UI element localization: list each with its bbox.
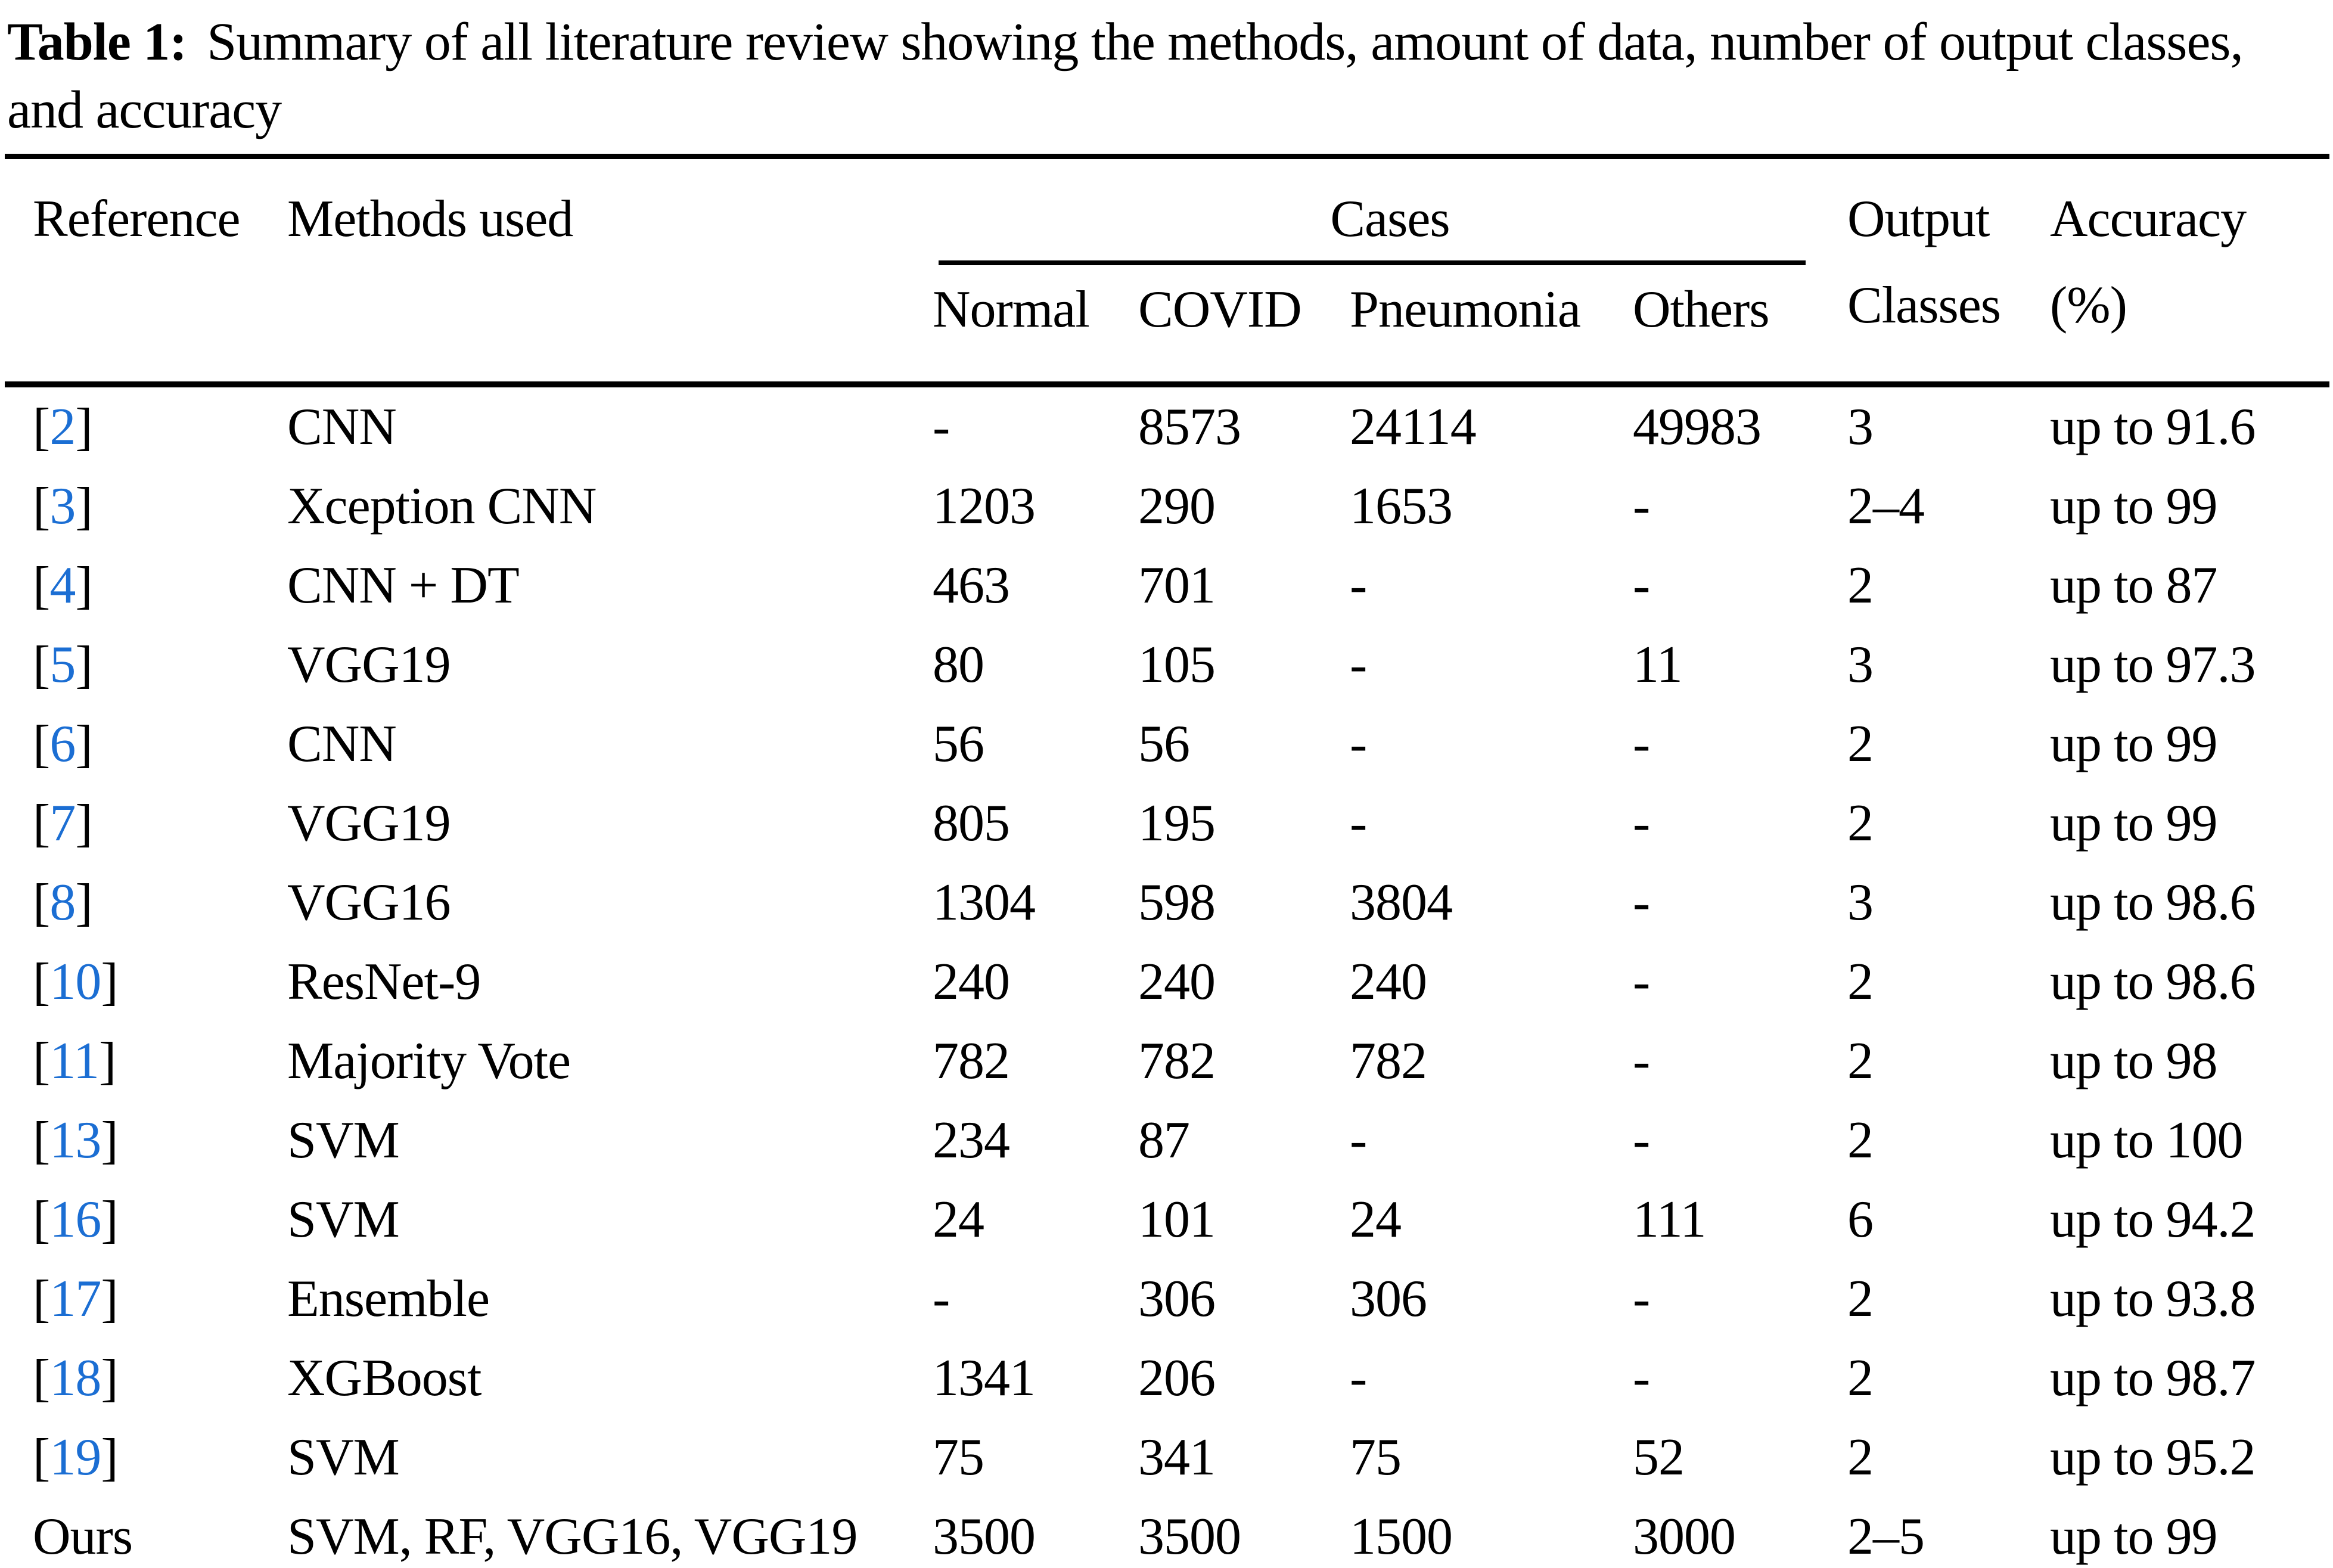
pneumonia-cases-cell: - [1350,1111,1367,1169]
output-classes-cell: 2 [1847,715,1873,773]
citation-bracket-close: ] [101,953,118,1011]
reference-cell [5,1180,283,1259]
pneumonia-cases-cell: - [1350,794,1367,852]
output-classes-cell: 2 [1847,1349,1873,1407]
citation-bracket-open: [ [33,1032,50,1090]
citation-bracket-open: [ [33,477,50,535]
methods-cell: Ensemble [287,1270,490,1328]
col-header-methods-used: Methods used [287,190,573,248]
citation-bracket-open: [ [33,1191,50,1249]
covid-cases-cell: 8573 [1138,398,1241,456]
accuracy-cell: up to 91.6 [2050,398,2256,456]
methods-cell: VGG19 [287,794,451,852]
col-header-others: Others [1633,281,1769,339]
table-row [5,1021,2329,1101]
normal-cases-cell: 1203 [933,477,1035,535]
methods-cell: CNN + DT [287,557,519,614]
output-classes-label-line2: Classes [1847,277,2000,334]
citation-bracket-close: ] [101,1349,118,1407]
accuracy-cell: up to 98 [2050,1032,2217,1090]
methods-cell: SVM [287,1191,399,1249]
normal-cases-cell: 24 [933,1191,984,1249]
citation-bracket-open: [ [33,874,50,932]
others-cases-cell: - [1633,715,1650,773]
citation-bracket-close: ] [101,1270,118,1328]
reference-cell [5,704,283,784]
normal-cases-cell: 3500 [933,1508,1035,1566]
citation-bracket-close: ] [75,794,92,852]
normal-cases-cell: 463 [933,557,1009,614]
col-header-normal: Normal [933,281,1089,339]
citation-bracket-open: [ [33,1270,50,1328]
covid-cases-cell: 87 [1138,1111,1189,1169]
accuracy-cell: up to 99 [2050,715,2217,773]
accuracy-cell: up to 95.2 [2050,1429,2256,1486]
table-row [5,942,2329,1021]
reference-cell [5,1418,283,1497]
table-row [5,863,2329,942]
table-row [5,546,2329,625]
citation-link[interactable]: 7 [49,794,76,852]
reference-cell [5,1101,283,1180]
output-classes-cell: 3 [1847,874,1873,932]
citation-bracket-open: [ [33,953,50,1011]
others-cases-cell: 111 [1633,1191,1706,1249]
pneumonia-cases-cell: 75 [1350,1429,1401,1486]
table-row [5,784,2329,863]
accuracy-cell: up to 98.6 [2050,874,2256,932]
others-cases-cell: - [1633,794,1650,852]
output-classes-label-line1: Output [1847,190,1990,248]
col-header-output-classes [1847,157,2050,385]
table-row [5,1180,2329,1259]
others-cases-cell: - [1633,557,1650,614]
methods-cell: VGG16 [287,874,451,932]
citation-bracket-open: [ [33,1111,50,1169]
reference-cell [5,1339,283,1418]
reference-cell [5,1259,283,1339]
reference-cell [5,863,283,942]
covid-cases-cell: 782 [1138,1032,1215,1090]
accuracy-label-line1: Accuracy [2050,190,2247,248]
reference-cell [5,546,283,625]
normal-cases-cell: 240 [933,953,1009,1011]
pneumonia-cases-cell: - [1350,1349,1367,1407]
normal-cases-cell: 805 [933,794,1009,852]
reference-cell [5,1021,283,1101]
output-classes-cell: 2 [1847,794,1873,852]
covid-cases-cell: 105 [1138,636,1215,694]
table-row [5,1339,2329,1418]
output-classes-cell: 2 [1847,1429,1873,1486]
accuracy-cell: up to 98.7 [2050,1349,2256,1407]
citation-bracket-close: ] [99,1032,116,1090]
citation-link[interactable]: 5 [49,636,76,694]
citation-bracket-close: ] [101,1111,118,1169]
table-caption-line1 [7,13,2243,72]
pneumonia-cases-cell: - [1350,557,1367,614]
header-row-groups [5,157,2329,266]
table-row [5,1497,2329,1568]
normal-cases-cell: 1341 [933,1349,1035,1407]
others-cases-cell: - [1633,874,1650,932]
pneumonia-cases-cell: 1653 [1350,477,1452,535]
pneumonia-cases-cell: 24114 [1350,398,1476,456]
pneumonia-cases-cell: 782 [1350,1032,1427,1090]
table-header [5,157,2329,385]
citation-link[interactable]: 2 [49,398,76,456]
citation-link[interactable]: 10 [49,953,101,1011]
output-classes-cell: 2 [1847,1032,1873,1090]
citation-link[interactable]: 11 [49,1032,100,1090]
others-cases-cell: 11 [1633,636,1682,694]
accuracy-label-line2: (%) [2050,277,2127,334]
table-caption-line2: and accuracy [7,80,282,139]
others-cases-cell: - [1633,1032,1650,1090]
citation-link[interactable]: 19 [49,1429,101,1486]
accuracy-cell: up to 98.6 [2050,953,2256,1011]
normal-cases-cell: 56 [933,715,984,773]
reference-cell [5,942,283,1021]
pneumonia-cases-cell: 1500 [1350,1508,1452,1566]
citation-bracket-close: ] [75,636,92,694]
citation-link[interactable]: 16 [49,1191,101,1249]
accuracy-cell: up to 99 [2050,1508,2217,1566]
covid-cases-cell: 206 [1138,1349,1215,1407]
methods-cell: ResNet-9 [287,953,481,1011]
citation-bracket-open: [ [33,557,50,614]
output-classes-cell: 2 [1847,1111,1873,1169]
reference-cell [5,467,283,546]
methods-cell: Majority Vote [287,1032,571,1090]
citation-link[interactable]: 6 [49,715,76,773]
col-header-covid: COVID [1138,281,1301,339]
output-classes-cell: 3 [1847,398,1873,456]
citation-bracket-open: [ [33,1429,50,1486]
citation-bracket-close: ] [75,874,92,932]
table-body [5,384,2329,1568]
covid-cases-cell: 56 [1138,715,1189,773]
methods-cell: SVM [287,1111,399,1169]
table-row [5,704,2329,784]
reference-cell [5,784,283,863]
citation-bracket-open: [ [33,715,50,773]
table-row [5,1259,2329,1339]
literature-summary-table [5,154,2329,1568]
covid-cases-cell: 240 [1138,953,1215,1011]
citation-bracket-close: ] [75,398,92,456]
methods-cell: CNN [287,715,396,773]
table-caption [0,0,2333,144]
citation-bracket-close: ] [75,477,92,535]
table-caption-label: Table 1: [7,13,187,72]
others-cases-cell: - [1633,953,1650,1011]
normal-cases-cell: 80 [933,636,984,694]
accuracy-cell: up to 94.2 [2050,1191,2256,1249]
table-row [5,1418,2329,1497]
table-row [5,384,2329,467]
methods-cell: XGBoost [287,1349,481,1407]
others-cases-cell: 49983 [1633,398,1761,456]
covid-cases-cell: 290 [1138,477,1215,535]
methods-cell: SVM, RF, VGG16, VGG19 [287,1508,858,1566]
table-caption-text: Summary of all literature review showing the methods, amount of data, number of output classes, [207,13,2243,72]
output-classes-cell: 2–5 [1847,1508,1924,1566]
citation-bracket-close: ] [101,1191,118,1249]
citation-bracket-close: ] [101,1429,118,1486]
normal-cases-cell: - [933,1270,950,1328]
normal-cases-cell: 75 [933,1429,984,1486]
reference-label-cell: Ours [33,1508,133,1566]
pneumonia-cases-cell: 3804 [1350,874,1452,932]
table-row [5,467,2329,546]
methods-cell: CNN [287,398,396,456]
citation-bracket-open: [ [33,636,50,694]
covid-cases-cell: 3500 [1138,1508,1241,1566]
accuracy-cell: up to 100 [2050,1111,2243,1169]
citation-bracket-close: ] [75,557,92,614]
pneumonia-cases-cell: - [1350,636,1367,694]
table-row [5,625,2329,704]
normal-cases-cell: - [933,398,950,456]
pneumonia-cases-cell: 240 [1350,953,1427,1011]
covid-cases-cell: 101 [1138,1191,1215,1249]
covid-cases-cell: 195 [1138,794,1215,852]
citation-bracket-open: [ [33,794,50,852]
output-classes-cell: 2 [1847,953,1873,1011]
output-classes-cell: 6 [1847,1191,1873,1249]
covid-cases-cell: 341 [1138,1429,1215,1486]
pneumonia-cases-cell: 306 [1350,1270,1427,1328]
others-cases-cell: - [1633,1270,1650,1328]
methods-cell: SVM [287,1429,399,1486]
normal-cases-cell: 1304 [933,874,1035,932]
citation-link[interactable]: 18 [49,1349,101,1407]
pneumonia-cases-cell: - [1350,715,1367,773]
pneumonia-cases-cell: 24 [1350,1191,1401,1249]
col-header-cases-group [933,157,1847,266]
output-classes-cell: 2 [1847,557,1873,614]
covid-cases-cell: 701 [1138,557,1215,614]
output-classes-cell: 2–4 [1847,477,1924,535]
col-header-accuracy [2050,157,2329,385]
others-cases-cell: 52 [1633,1429,1684,1486]
covid-cases-cell: 306 [1138,1270,1215,1328]
citation-link[interactable]: 8 [49,874,76,932]
reference-cell [5,625,283,704]
citation-link[interactable]: 17 [49,1270,101,1328]
others-cases-cell: - [1633,1349,1650,1407]
cases-group-label: Cases [1330,190,1450,248]
citation-link[interactable]: 13 [49,1111,101,1169]
citation-bracket-close: ] [75,715,92,773]
others-cases-cell: 3000 [1633,1508,1735,1566]
methods-cell: Xception CNN [287,477,597,535]
output-classes-cell: 3 [1847,636,1873,694]
col-header-reference: Reference [33,190,240,248]
accuracy-cell: up to 93.8 [2050,1270,2256,1328]
cases-group-underline [939,260,1806,265]
citation-link[interactable]: 4 [49,557,76,614]
citation-link[interactable]: 3 [49,477,76,535]
normal-cases-cell: 782 [933,1032,1009,1090]
reference-cell [5,384,283,467]
others-cases-cell: - [1633,1111,1650,1169]
normal-cases-cell: 234 [933,1111,1009,1169]
accuracy-cell: up to 99 [2050,794,2217,852]
accuracy-cell: up to 99 [2050,477,2217,535]
covid-cases-cell: 598 [1138,874,1215,932]
output-classes-cell: 2 [1847,1270,1873,1328]
accuracy-cell: up to 87 [2050,557,2217,614]
col-header-pneumonia: Pneumonia [1350,281,1580,339]
others-cases-cell: - [1633,477,1650,535]
citation-bracket-open: [ [33,398,50,456]
methods-cell: VGG19 [287,636,451,694]
citation-bracket-open: [ [33,1349,50,1407]
table-row [5,1101,2329,1180]
accuracy-cell: up to 97.3 [2050,636,2256,694]
